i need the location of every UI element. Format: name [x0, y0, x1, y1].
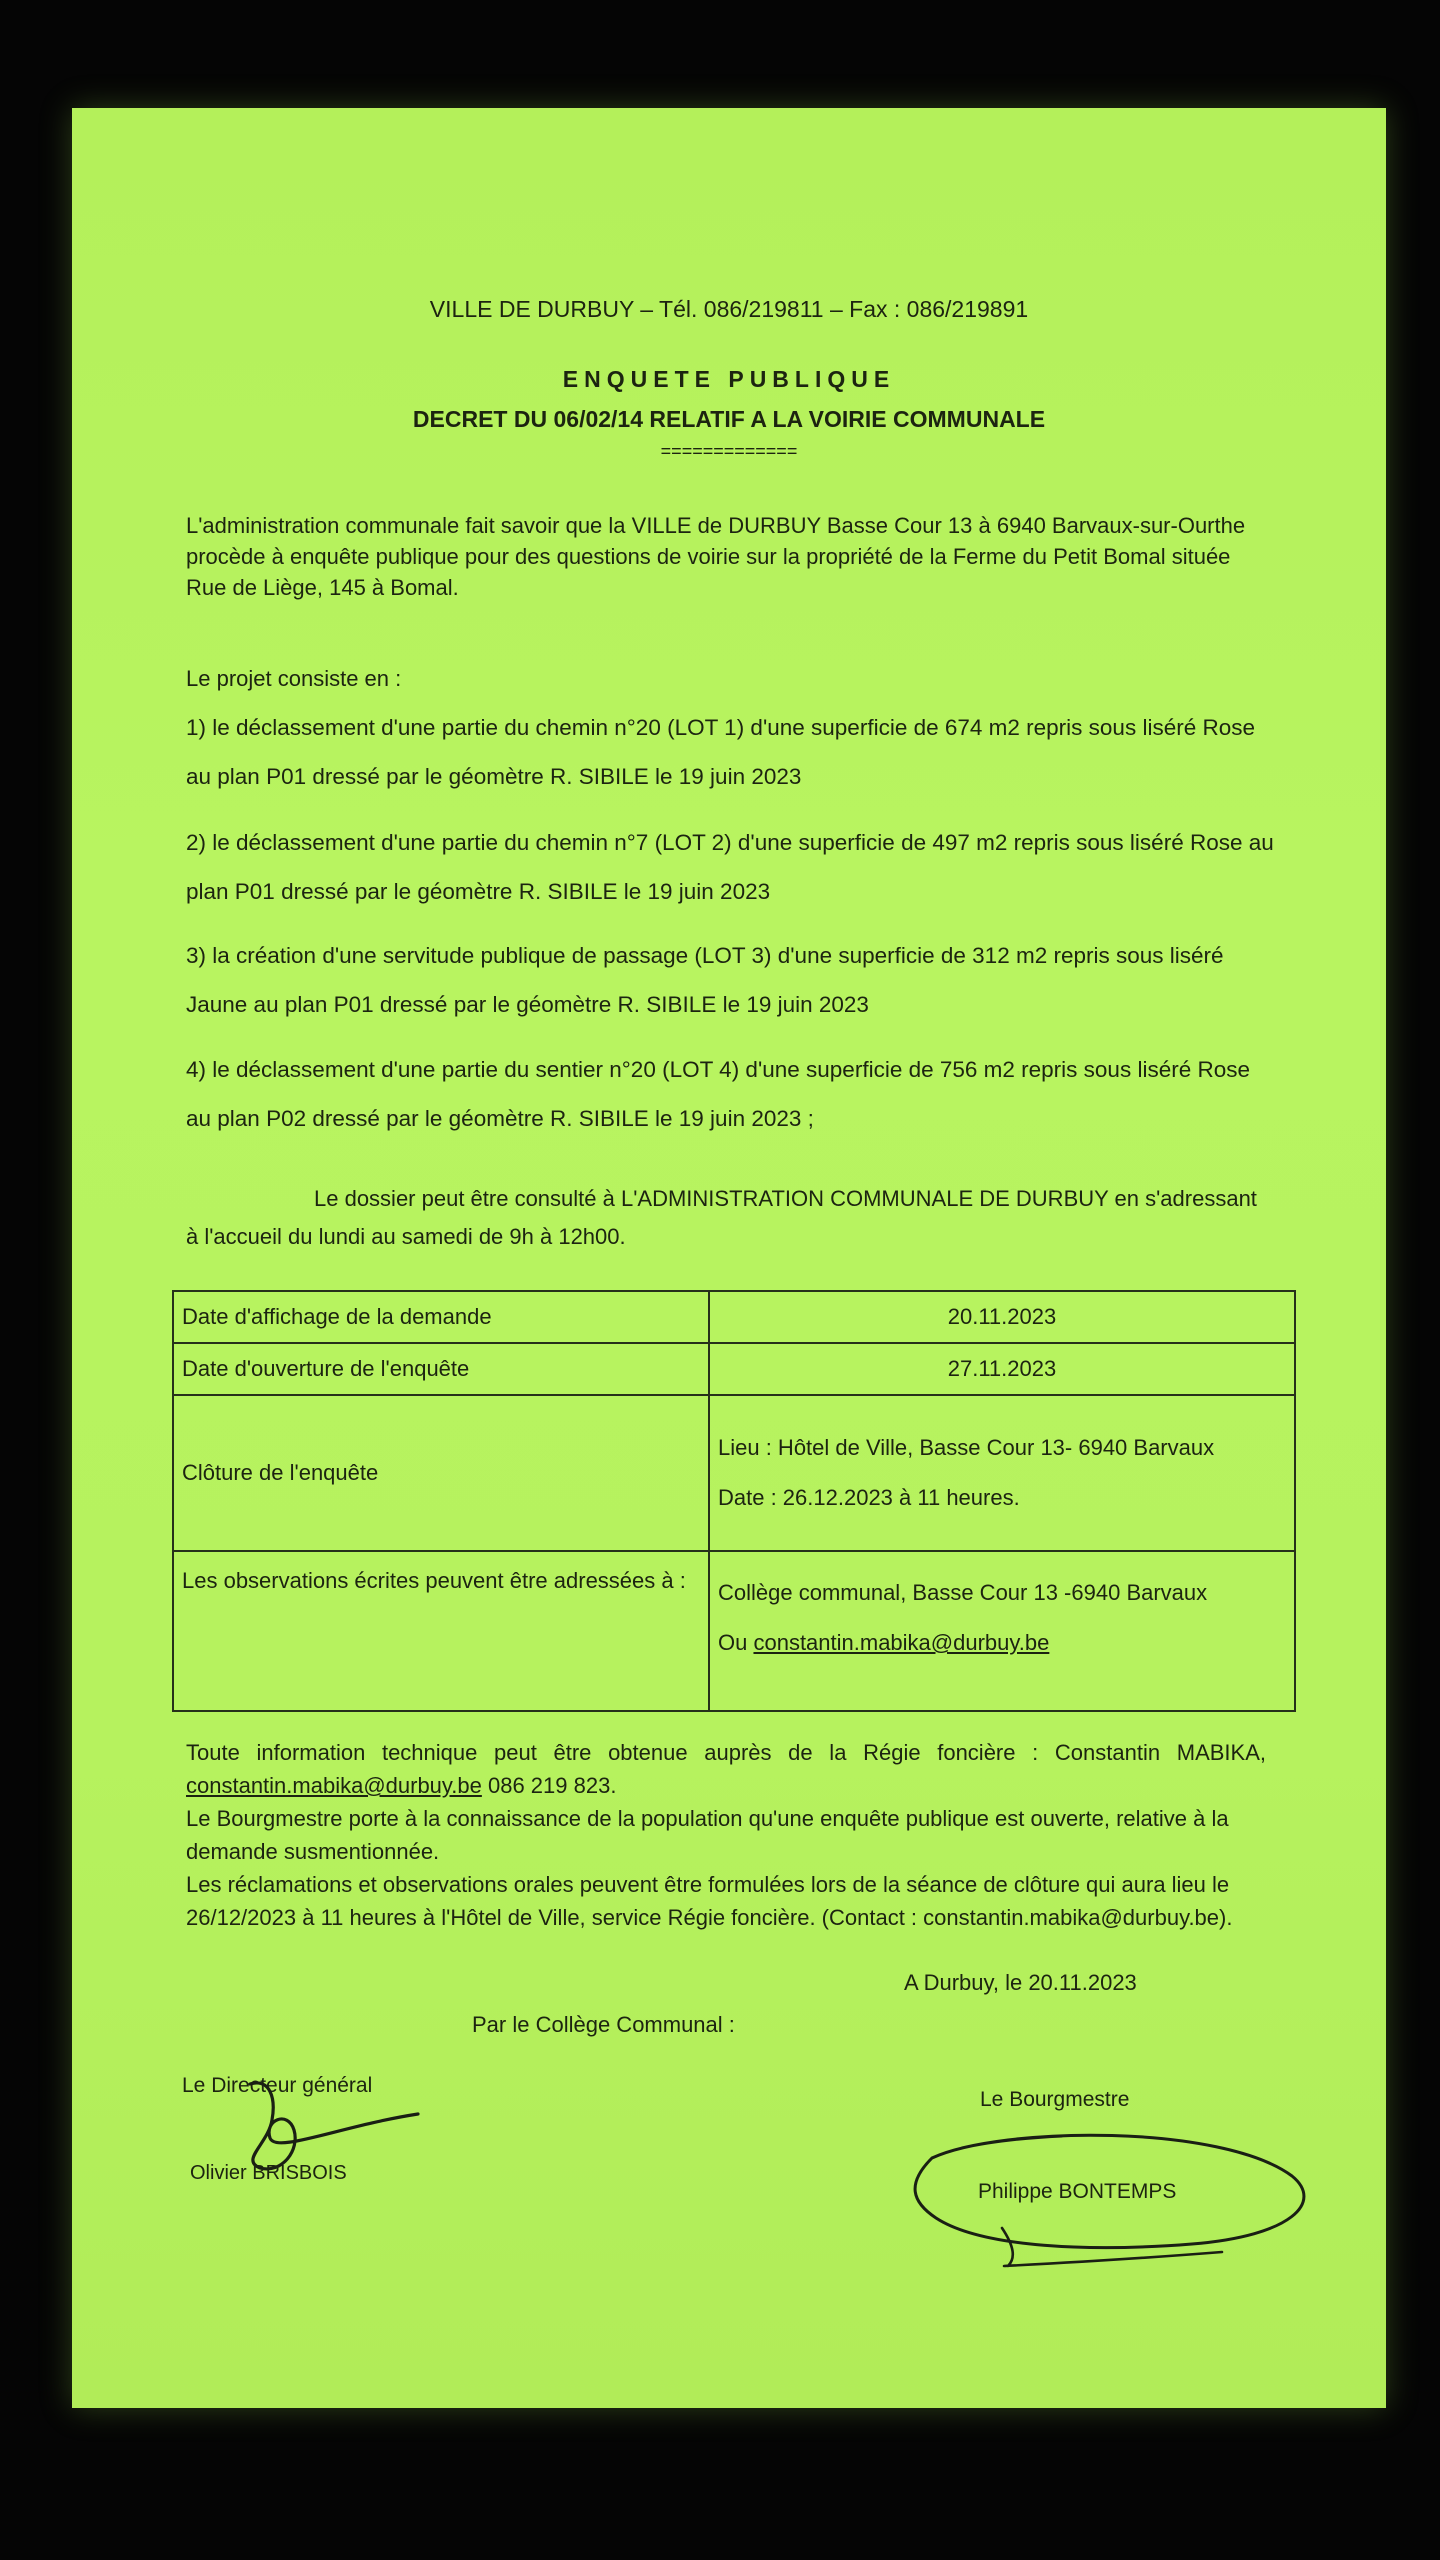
project-item-3: 3) la création d'une servitude publique de passage (LOT 3) d'une superficie de 312 m2 repris sous liséré Jaune au plan P01 dressé par le géomètre R. SIBILE le 19 juin 2023: [186, 943, 1224, 1017]
date-place: A Durbuy, le 20.11.2023: [904, 1970, 1137, 1995]
opening-date-label: Date d'ouverture de l'enquête: [173, 1343, 709, 1395]
closing-label: Clôture de l'enquête: [173, 1395, 709, 1551]
document-subtitle: DECRET DU 06/02/14 RELATIF A LA VOIRIE COMMUNALE: [412, 406, 1046, 432]
technical-info-paragraph: [186, 1736, 1266, 1802]
technical-info-text: Toute information technique peut être obtenue auprès de la Régie foncière : Constantin MABIKA,: [186, 1740, 1266, 1765]
closing-details: [709, 1395, 1295, 1551]
mayor-name: Philippe BONTEMPS: [978, 2180, 1177, 2203]
project-item-1: 1) le déclassement d'une partie du chemin n°20 (LOT 1) d'une superficie de 674 m2 repris sous liséré Rose au plan P01 dressé par le géomètre R. SIBILE le 19 juin 2023: [186, 715, 1255, 789]
observations-email-link[interactable]: constantin.mabika@durbuy.be: [753, 1630, 1050, 1655]
document-title: ENQUETE PUBLIQUE: [562, 366, 896, 392]
display-date-label: Date d'affichage de la demande: [173, 1291, 709, 1343]
observations-details: [709, 1551, 1295, 1711]
observations-address: Collège communal, Basse Cour 13 -6940 Barvaux: [718, 1580, 1208, 1605]
notice-sheet: [72, 108, 1386, 2408]
project-item-2: 2) le déclassement d'une partie du chemin n°7 (LOT 2) d'une superficie de 497 m2 repris sous liséré Rose au plan P01 dressé par le géomètre R. SIBILE le 19 juin 2023: [186, 830, 1274, 904]
by-college-label: Par le Collège Communal :: [472, 2012, 735, 2037]
director-name: Olivier BRISBOIS: [190, 2162, 347, 2184]
observations-label: Les observations écrites peuvent être adressées à :: [173, 1551, 709, 1711]
intro-paragraph: L'administration communale fait savoir que la VILLE de DURBUY Basse Cour 13 à 6940 Barvaux-sur-Ourthe procède à enquête publique pour des questions de voirie sur la propriété de la Ferme du Petit Bomal située Rue de Liège, 145 à Bomal.: [186, 513, 1246, 600]
project-heading: Le projet consiste en :: [186, 666, 402, 691]
table-row: [173, 1395, 1295, 1551]
closing-date: Date : 26.12.2023 à 11 heures.: [718, 1485, 1020, 1510]
display-date-value: 20.11.2023: [709, 1291, 1295, 1343]
announcement-paragraph: Le Bourgmestre porte à la connaissance de la population qu'une enquête publique est ouverte, relative à la demande susmentionnée.: [186, 1806, 1229, 1864]
observations-email-line: [718, 1618, 1286, 1668]
observations-or: Ou: [718, 1630, 754, 1655]
inquiry-dates-table: [172, 1290, 1296, 1712]
closing-section: [186, 1736, 1266, 1934]
technical-info-phone: 086 219 823.: [481, 1773, 617, 1798]
opening-date-value: 27.11.2023: [709, 1343, 1295, 1395]
contact-header: VILLE DE DURBUY – Tél. 086/219811 – Fax : 086/219891: [429, 296, 1029, 322]
table-row: [173, 1343, 1295, 1395]
table-row: [173, 1551, 1295, 1711]
closing-place: Lieu : Hôtel de Ville, Basse Cour 13- 6940 Barvaux: [718, 1435, 1215, 1460]
table-row: [173, 1291, 1295, 1343]
technical-info-email-link[interactable]: constantin.mabika@durbuy.be: [186, 1773, 482, 1798]
project-item-4: 4) le déclassement d'une partie du sentier n°20 (LOT 4) d'une superficie de 756 m2 repris sous liséré Rose au plan P02 dressé par le géomètre R. SIBILE le 19 juin 2023 ;: [186, 1057, 1250, 1131]
title-underline: =============: [660, 441, 798, 461]
mayor-title: Le Bourgmestre: [980, 2088, 1130, 2111]
director-title: Le Directeur général: [182, 2074, 373, 2097]
claims-paragraph: Les réclamations et observations orales peuvent être formulées lors de la séance de clôture qui aura lieu le 26/12/2023 à 11 heures à l'Hôtel de Ville, service Régie foncière. (Contact : constantin.mabika@durbuy.be).: [186, 1872, 1233, 1930]
dossier-paragraph: Le dossier peut être consulté à L'ADMINISTRATION COMMUNALE DE DURBUY en s'adressant à l'accueil du lundi au samedi de 9h à 12h00.: [186, 1186, 1257, 1249]
